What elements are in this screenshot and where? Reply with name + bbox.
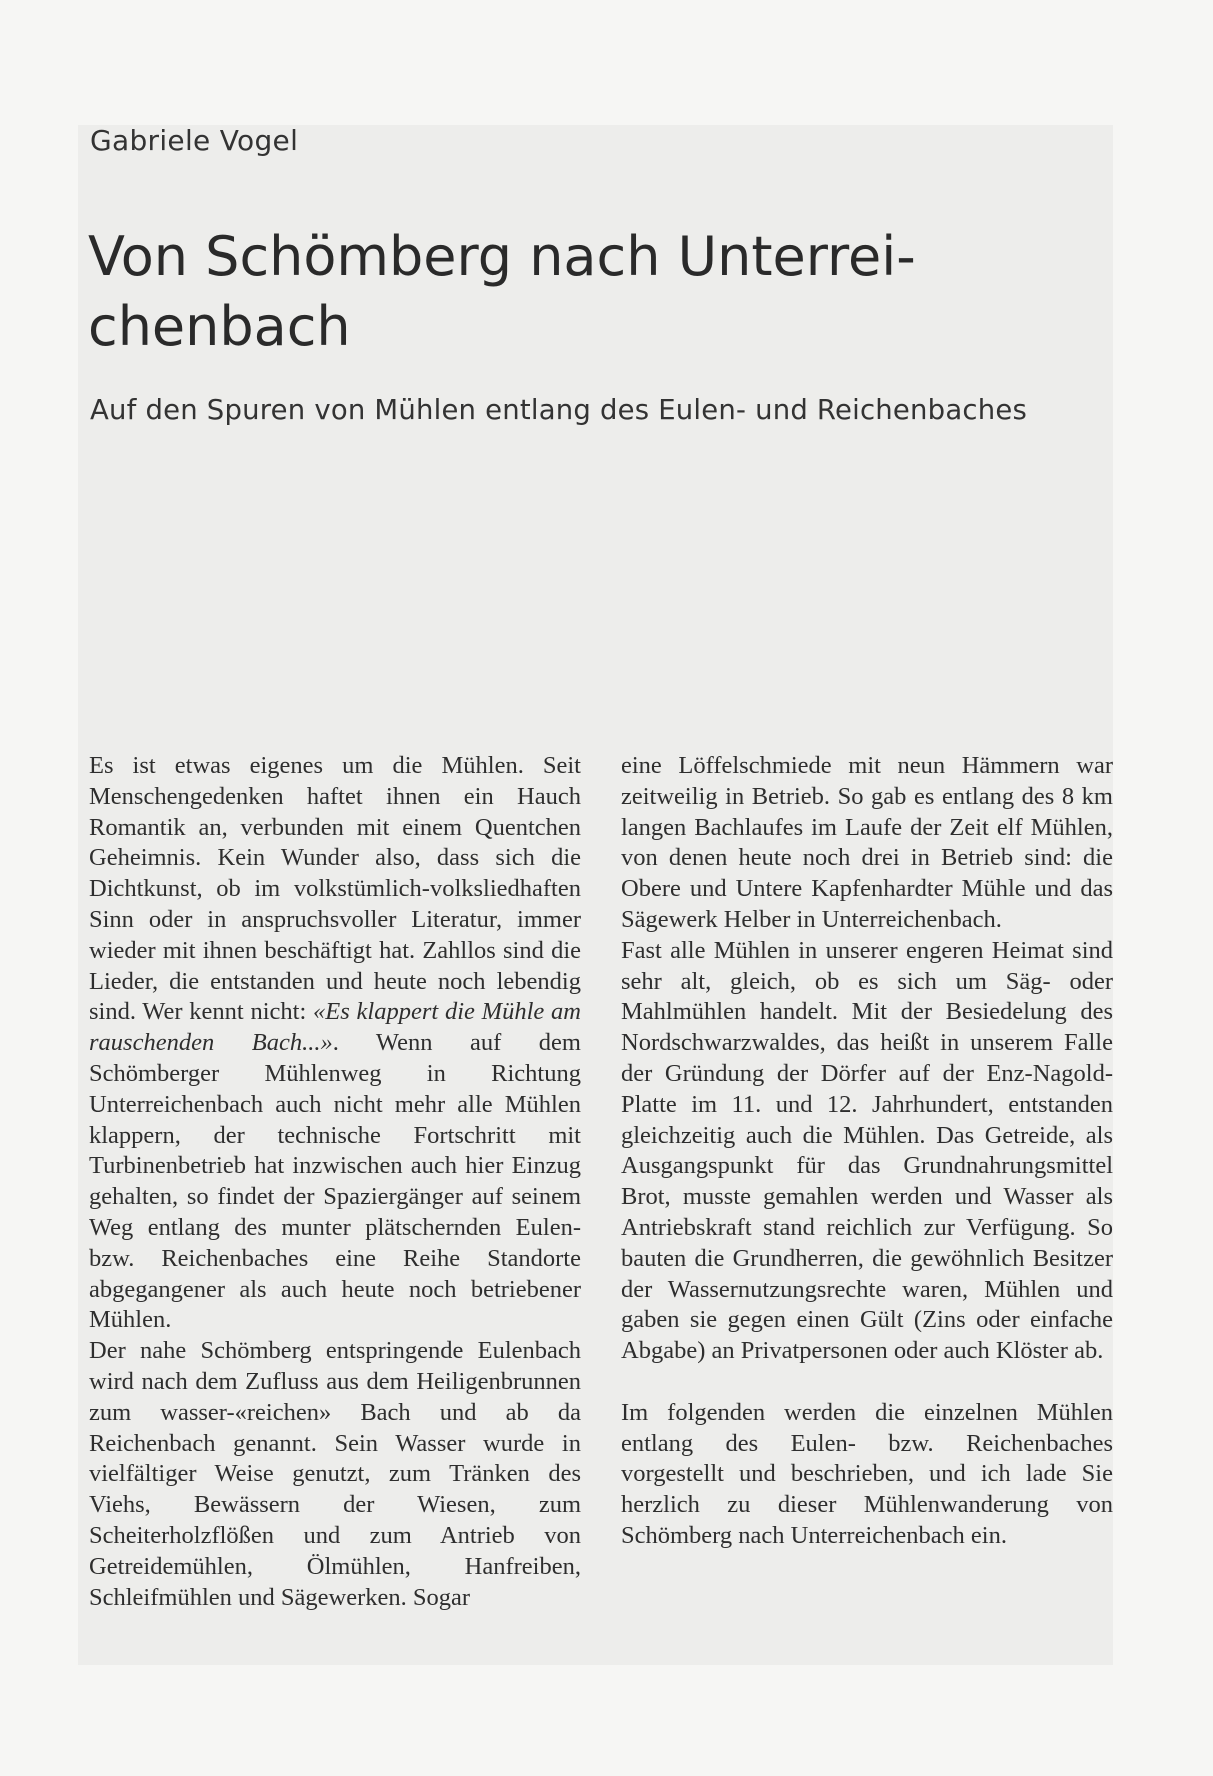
paragraph: Im folgenden werden die einzelnen Mühlen entlang des Eulen- bzw. Reichenbaches vorgestellt und beschrieben, und ich lade Sie herzlich zu dieser Mühlenwanderung von Schömberg nach Unterreichenbach ein. xyxy=(621,1398,1113,1549)
author-name: Gabriele Vogel xyxy=(90,124,299,157)
paragraph: Fast alle Mühlen in unserer engeren Heimat sind sehr alt, gleich, ob es sich um Säg- oder Mahlmühlen handelt. Mit der Besiedelung des Nordschwarzwaldes, das heißt in unserem Falle der Gründung der Dörfer auf der Enz-Nagold-Platte im 11. und 12. Jahrhundert, entstanden gleichzeitig auch die Mühlen. Das Getreide, als Ausgangspunkt für das Grundnahrungsmittel Brot, musste gemahlen werden und Wasser als Antriebskraft stand reichlich zur Verfügung. So bauten die Grundherren, die gewöhnlich Besitzer der Wassernutzungsrechte waren, Mühlen und gaben sie gegen einen Gült (Zins oder einfache Abgabe) an Privatpersonen oder auch Klöster ab. xyxy=(621,936,1113,1365)
text-column-left xyxy=(89,751,581,1613)
paragraph: Der nahe Schömberg entspringende Eulenbach wird nach dem Zufluss aus dem Heiligenbrunnen zum wasser-«reichen» Bach und ab da Reichenbach genannt. Sein Wasser wurde in vielfältiger Weise genutzt, zum Tränken des Viehs, Bewässern der Wiesen, zum Scheiterholzflößen und zum Antrieb von Getreidemühlen, Ölmühlen, Hanfreiben, Schleifmühlen und Sägewerken. Sogar xyxy=(89,1337,581,1611)
article-title xyxy=(88,222,1088,362)
article-title-text: Von Schömberg nach Unterrei-chenbach xyxy=(88,225,916,358)
text-column-right xyxy=(621,751,1113,1552)
paragraph-text: . Wenn auf dem Schömberger Mühlenweg in Richtung Unterreichenbach auch nicht mehr alle Mühlen klappern, der technische Fortschritt mit Turbinenbetrieb hat inzwischen auch hier Einzug gehalten, so findet der Spaziergänger auf seinem Weg entlang des munter plätschernden Eulen- bzw. Reichenbaches eine Reihe Standorte abgegangener als auch heute noch betriebener Mühlen. xyxy=(89,1029,581,1334)
paragraph xyxy=(89,751,581,1336)
song-quote: «Es klappert die Mühle am rauschenden Bach...» xyxy=(89,998,581,1057)
article-subtitle: Auf den Spuren von Mühlen entlang des Eulen- und Reichenbaches xyxy=(90,394,1027,426)
paragraph: eine Löffelschmiede mit neun Hämmern war zeitweilig in Betrieb. So gab es entlang des 8 km langen Bachlaufes im Laufe der Zeit elf Mühlen, von denen heute noch drei in Betrieb sind: die Obere und Untere Kapfenhardter Mühle und das Sägewerk Helber in Unterreichenbach. xyxy=(621,752,1113,933)
paragraph-text: Es ist etwas eigenes um die Mühlen. Seit Menschengedenken haftet ihnen ein Hauch Romantik an, verbunden mit einem Quentchen Geheimnis. Kein Wunder also, dass sich die Dichtkunst, ob im volkstümlich-volksliedhaften Sinn oder in anspruchsvoller Literatur, immer wieder mit ihnen beschäftigt hat. Zahllos sind die Lieder, die entstanden und heute noch lebendig sind. Wer kennt nicht: xyxy=(89,752,581,1026)
